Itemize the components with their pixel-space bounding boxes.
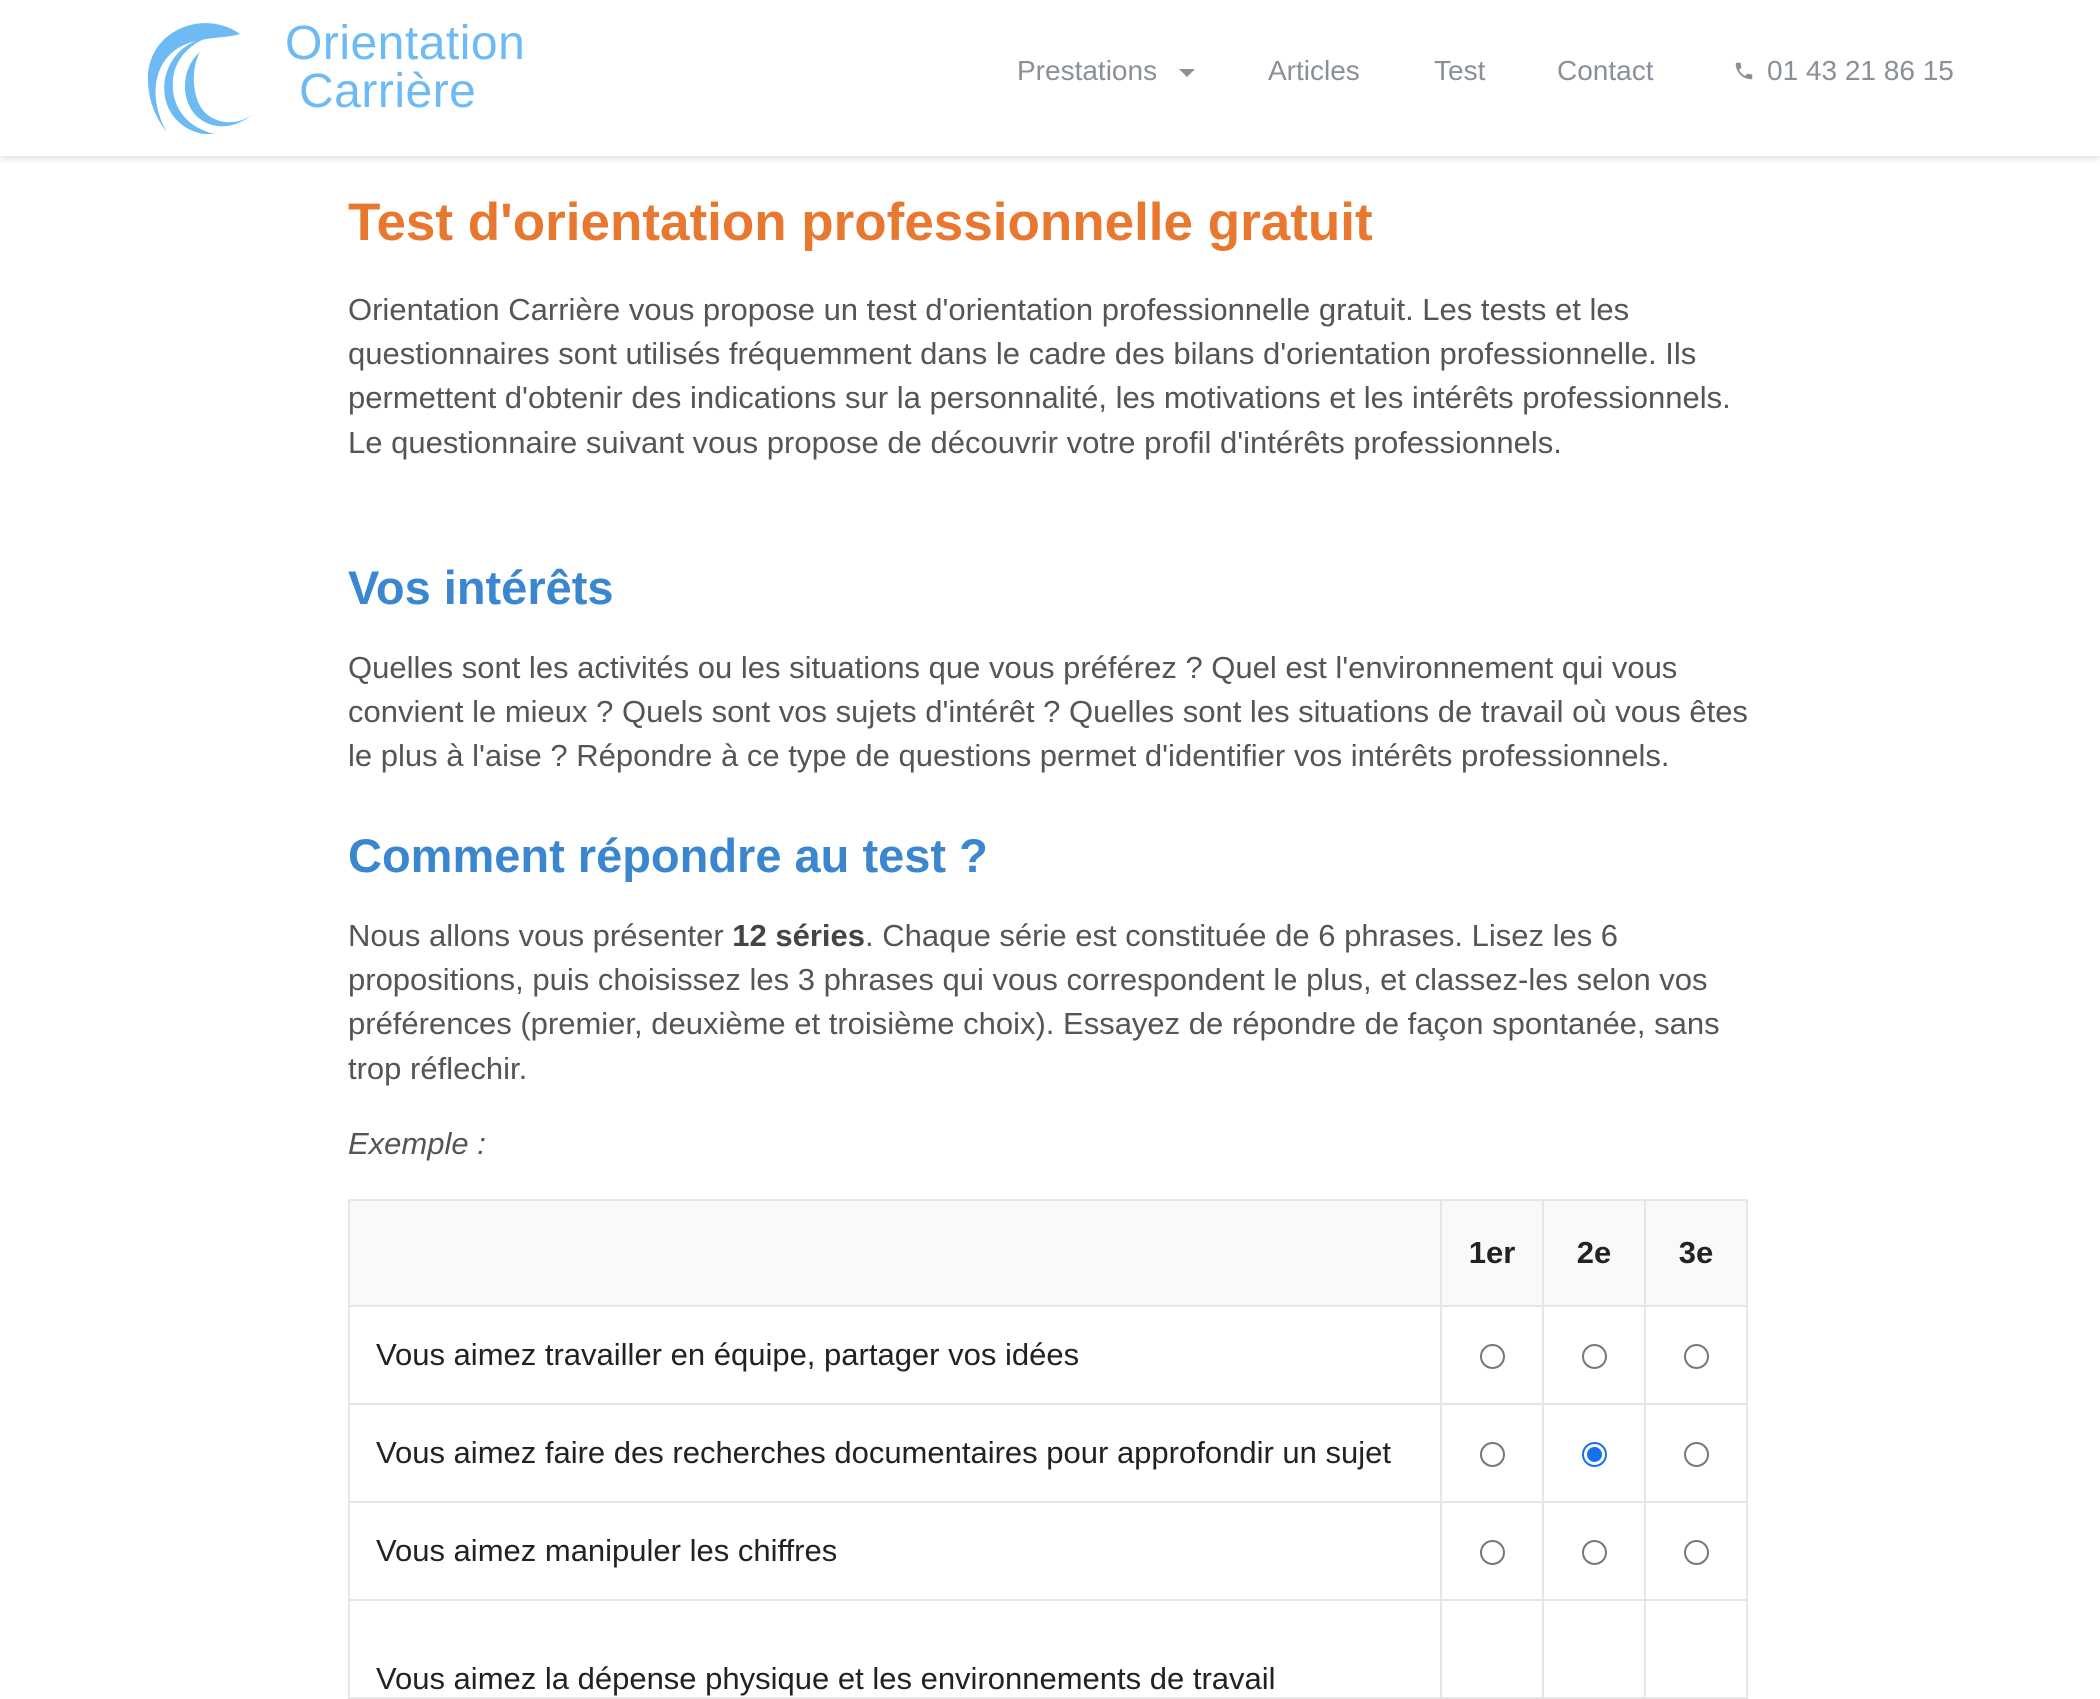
- phone-number: 01 43 21 86 15: [1767, 55, 1954, 86]
- choice-cell: [1441, 1600, 1543, 1698]
- site-header: [0, 0, 2100, 156]
- header-blank: [349, 1200, 1441, 1306]
- table-row: [349, 1306, 1747, 1404]
- nav-articles[interactable]: Articles: [1268, 55, 1360, 86]
- brand-line2: Carrière: [299, 65, 477, 118]
- header-1er: 1er: [1441, 1200, 1543, 1306]
- nav-contact[interactable]: Contact: [1557, 55, 1654, 86]
- radio-choice-3[interactable]: [1684, 1442, 1709, 1467]
- nav-test[interactable]: Test: [1434, 55, 1486, 86]
- series-count: 12 séries: [732, 918, 865, 953]
- choice-cell: [1441, 1404, 1543, 1502]
- howto-text: [348, 914, 1748, 1091]
- phone-icon: [1733, 60, 1755, 82]
- howto-heading: Comment répondre au test ?: [348, 829, 988, 882]
- statement: Vous aimez faire des recherches documentaires pour approfondir un sujet: [349, 1404, 1441, 1502]
- radio-choice-1[interactable]: [1480, 1442, 1505, 1467]
- choice-cell: [1645, 1404, 1747, 1502]
- interests-heading: Vos intérêts: [348, 561, 614, 614]
- nav-prestations[interactable]: [1017, 55, 1195, 87]
- choice-cell: [1645, 1600, 1747, 1698]
- nav-prestations-label: Prestations: [1017, 55, 1158, 86]
- table-row: [349, 1404, 1747, 1502]
- radio-choice-1[interactable]: [1480, 1344, 1505, 1369]
- logo-crescent-icon: [145, 14, 275, 134]
- nav-phone[interactable]: [1733, 55, 1954, 87]
- radio-choice-3[interactable]: [1684, 1344, 1709, 1369]
- brand-name: [285, 17, 526, 118]
- howto-pre: Nous allons vous présenter: [348, 918, 733, 953]
- choice-cell: [1543, 1404, 1645, 1502]
- radio-choice-2[interactable]: [1582, 1442, 1607, 1467]
- statement: Vous aimez la dépense physique et les environnements de travail: [349, 1600, 1441, 1698]
- howto-post: . Chaque série est constituée de 6 phrases. Lisez les 6 propositions, puis choisissez les 3 phrases qui vous correspondent le plus, et classez-les selon vos préférences (premier, deuxième et troisième choix). Essayez de répondre de façon spontanée, sans trop réflechir.: [348, 918, 1720, 1086]
- table-row: [349, 1502, 1747, 1600]
- table-header-row: [349, 1200, 1747, 1306]
- interests-text: Quelles sont les activités ou les situations que vous préférez ? Quel est l'environnement qui vous convient le mieux ? Quels sont vos sujets d'intérêt ? Quelles sont les situations de travail où vous êtes le plus à l'aise ? Répondre à ce type de questions permet d'identifier vos intérêts professionnels.: [348, 650, 1748, 774]
- choice-cell: [1543, 1502, 1645, 1600]
- header-2e: 2e: [1543, 1200, 1645, 1306]
- header-3e: 3e: [1645, 1200, 1747, 1306]
- choice-cell: [1645, 1306, 1747, 1404]
- choice-cell: [1441, 1502, 1543, 1600]
- caret-down-icon: [1179, 69, 1195, 77]
- choice-cell: [1543, 1306, 1645, 1404]
- logo[interactable]: [145, 14, 565, 134]
- radio-choice-2[interactable]: [1582, 1344, 1607, 1369]
- example-label: Exemple :: [348, 1126, 486, 1161]
- brand-line1: Orientation: [285, 17, 526, 70]
- choice-cell: [1543, 1600, 1645, 1698]
- page-title: Test d'orientation professionnelle gratuit: [348, 193, 1373, 252]
- statement: Vous aimez travailler en équipe, partager vos idées: [349, 1306, 1441, 1404]
- choice-cell: [1441, 1306, 1543, 1404]
- radio-choice-2[interactable]: [1582, 1540, 1607, 1565]
- radio-choice-1[interactable]: [1480, 1540, 1505, 1565]
- radio-choice-3[interactable]: [1684, 1540, 1709, 1565]
- table-row: [349, 1600, 1747, 1698]
- example-table: [348, 1199, 1748, 1699]
- intro-text: Orientation Carrière vous propose un test d'orientation professionnelle gratuit. Les tests et les questionnaires sont utilisés fréquemment dans le cadre des bilans d'orientation professionnelle. Ils permettent d'obtenir des indications sur la personnalité, les motivations et les intérêts professionnels. Le questionnaire suivant vous propose de découvrir votre profil d'intérêts professionnels.: [348, 292, 1731, 460]
- choice-cell: [1645, 1502, 1747, 1600]
- statement: Vous aimez manipuler les chiffres: [349, 1502, 1441, 1600]
